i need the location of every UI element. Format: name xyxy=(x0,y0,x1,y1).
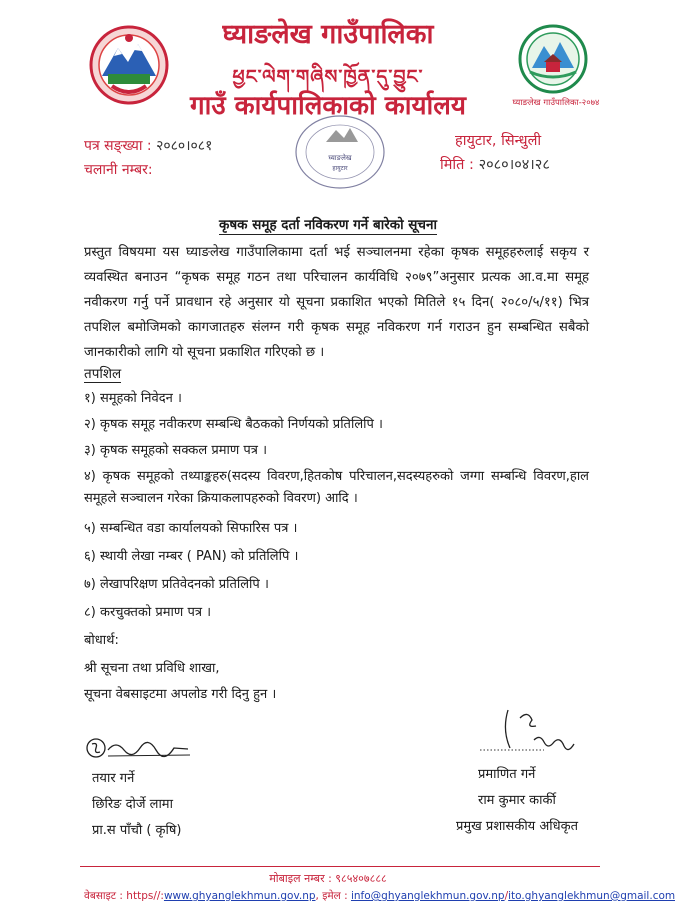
letter-number xyxy=(84,136,212,155)
cc-label: बोधार्थ: xyxy=(84,633,119,648)
footer-divider xyxy=(80,866,600,867)
municipality-title: घ्याङलेख गाउँपालिका xyxy=(222,19,434,50)
office-title: गाउँ कार्यपालिकाको कार्यालय xyxy=(190,91,466,121)
list-item: ६) स्थायी लेखा नम्बर ( PAN) को प्रतिलिपि । xyxy=(84,549,299,564)
list-item: १) समूहको निवेदन । xyxy=(84,391,182,406)
mobile-value: ९८५४०७८८८ xyxy=(335,872,387,885)
certified-name: राम कुमार कार्की xyxy=(478,793,556,808)
certified-designation: प्रमुख प्रशासकीय अधिकृत xyxy=(456,819,579,834)
website-label: वेबसाइट : https//: xyxy=(84,890,164,902)
prepared-designation: प्रा.स पाँचौ ( कृषि) xyxy=(92,823,182,838)
certified-role: प्रमाणित गर्ने xyxy=(478,767,536,782)
logo-caption: घ्याङलेख गाउँपालिका-२०७४ xyxy=(512,98,600,108)
prepared-name: छिरिङ दोर्जे लामा xyxy=(92,797,173,812)
list-item: ७) लेखापरिक्षण प्रतिवेदनको प्रतिलिपि । xyxy=(84,577,269,592)
location: हायुटार, सिन्धुली xyxy=(455,133,542,149)
mobile-label: मोबाइल नम्बर : xyxy=(269,872,332,885)
list-item: ५) सम्बन्धित वडा कार्यालयको सिफारिस पत्र । xyxy=(84,521,298,536)
svg-text:घ्याङलेख: घ्याङलेख xyxy=(328,154,352,162)
email-link-ito[interactable]: ito.ghyanglekhmun@gmail.com xyxy=(508,890,675,902)
cc-line-2: सूचना वेबसाइटमा अपलोड गरी दिनु हुन । xyxy=(84,687,277,702)
svg-text:हायुटार: हायुटार xyxy=(332,165,348,172)
cc-line-1: श्री सूचना तथा प्रविधि शाखा, xyxy=(84,661,220,676)
letter-number-label: पत्र सङ्ख्या : xyxy=(84,138,152,154)
notice-subject: कृषक समूह दर्ता नविकरण गर्ने बारेको सूचना xyxy=(219,217,437,233)
details-heading: तपशिल xyxy=(84,366,122,382)
list-item: ३) कृषक समूहको सक्कल प्रमाण पत्र । xyxy=(84,443,268,458)
footer-mobile xyxy=(0,871,656,886)
footer-contacts: वेबसाइट : https//:www.ghyanglekhmun.gov.np, इमेल : info@ghyanglekhmun.gov.np/ito.ghyanglekhmun@gmail.com xyxy=(84,890,675,902)
prepared-role: तयार गर्ने xyxy=(92,771,135,786)
list-item: ४) कृषक समूहको तथ्याङ्कहरु(सदस्य विवरण,हितकोष परिचालन,सदस्यहरुको जग्गा सम्बन्धि विवरण,हाल समूहले सञ्चालन गरेका क्रियाकलापहरुको विवरण) आदि । xyxy=(84,469,589,506)
prepared-signature xyxy=(84,734,194,762)
list-item: ८) करचुक्तको प्रमाण पत्र । xyxy=(84,605,212,620)
date xyxy=(440,154,550,174)
office-stamp xyxy=(292,112,388,192)
tibetan-subtitle: ཕྱང་ལེག་གཞིས་ཁྱོན་དུ་བྱུང་ xyxy=(232,66,424,88)
website-link[interactable]: www.ghyanglekhmun.gov.np xyxy=(163,890,316,902)
letter-number-value: २०८०।०८१ xyxy=(156,138,213,154)
notice-body: प्रस्तुत विषयमा यस घ्याङलेख गाउँपालिकामा दर्ता भई सञ्चालनमा रहेका कृषक समूहहरुलाई सकृय र व्यवस्थित बनाउन “कृषक समूह गठन तथा परिचालन कार्यविधि २०७९”अनुसार प्रत्यक आ.व.मा समूह नवीकरण गर्नु पर्ने प्रावधान रहे अनुसार यो सूचना प्रकाशित भएको मितिले १५ दिन( २०८०/५/११) भित्र तपशिल बमोजिमको कागजातहरु संलग्न गरी कृषक समूह नविकरण गर्न गराउन हुन सम्बन्धित सबैको जानकारीको लागि यो सूचना प्रकाशित गरिएको छ । xyxy=(84,245,589,360)
certified-signature xyxy=(478,700,588,766)
date-label: मिति : xyxy=(440,157,474,173)
dispatch-number-label: चलानी नम्बर: xyxy=(84,162,153,178)
date-value: २०८०।०४।२८ xyxy=(478,157,550,173)
email-label: , इमेल : xyxy=(315,890,348,902)
email-link-info[interactable]: info@ghyanglekhmun.gov.np xyxy=(350,890,505,902)
list-item: २) कृषक समूह नवीकरण सम्बन्धि बैठकको निर्णयको प्रतिलिपि । xyxy=(84,417,383,432)
